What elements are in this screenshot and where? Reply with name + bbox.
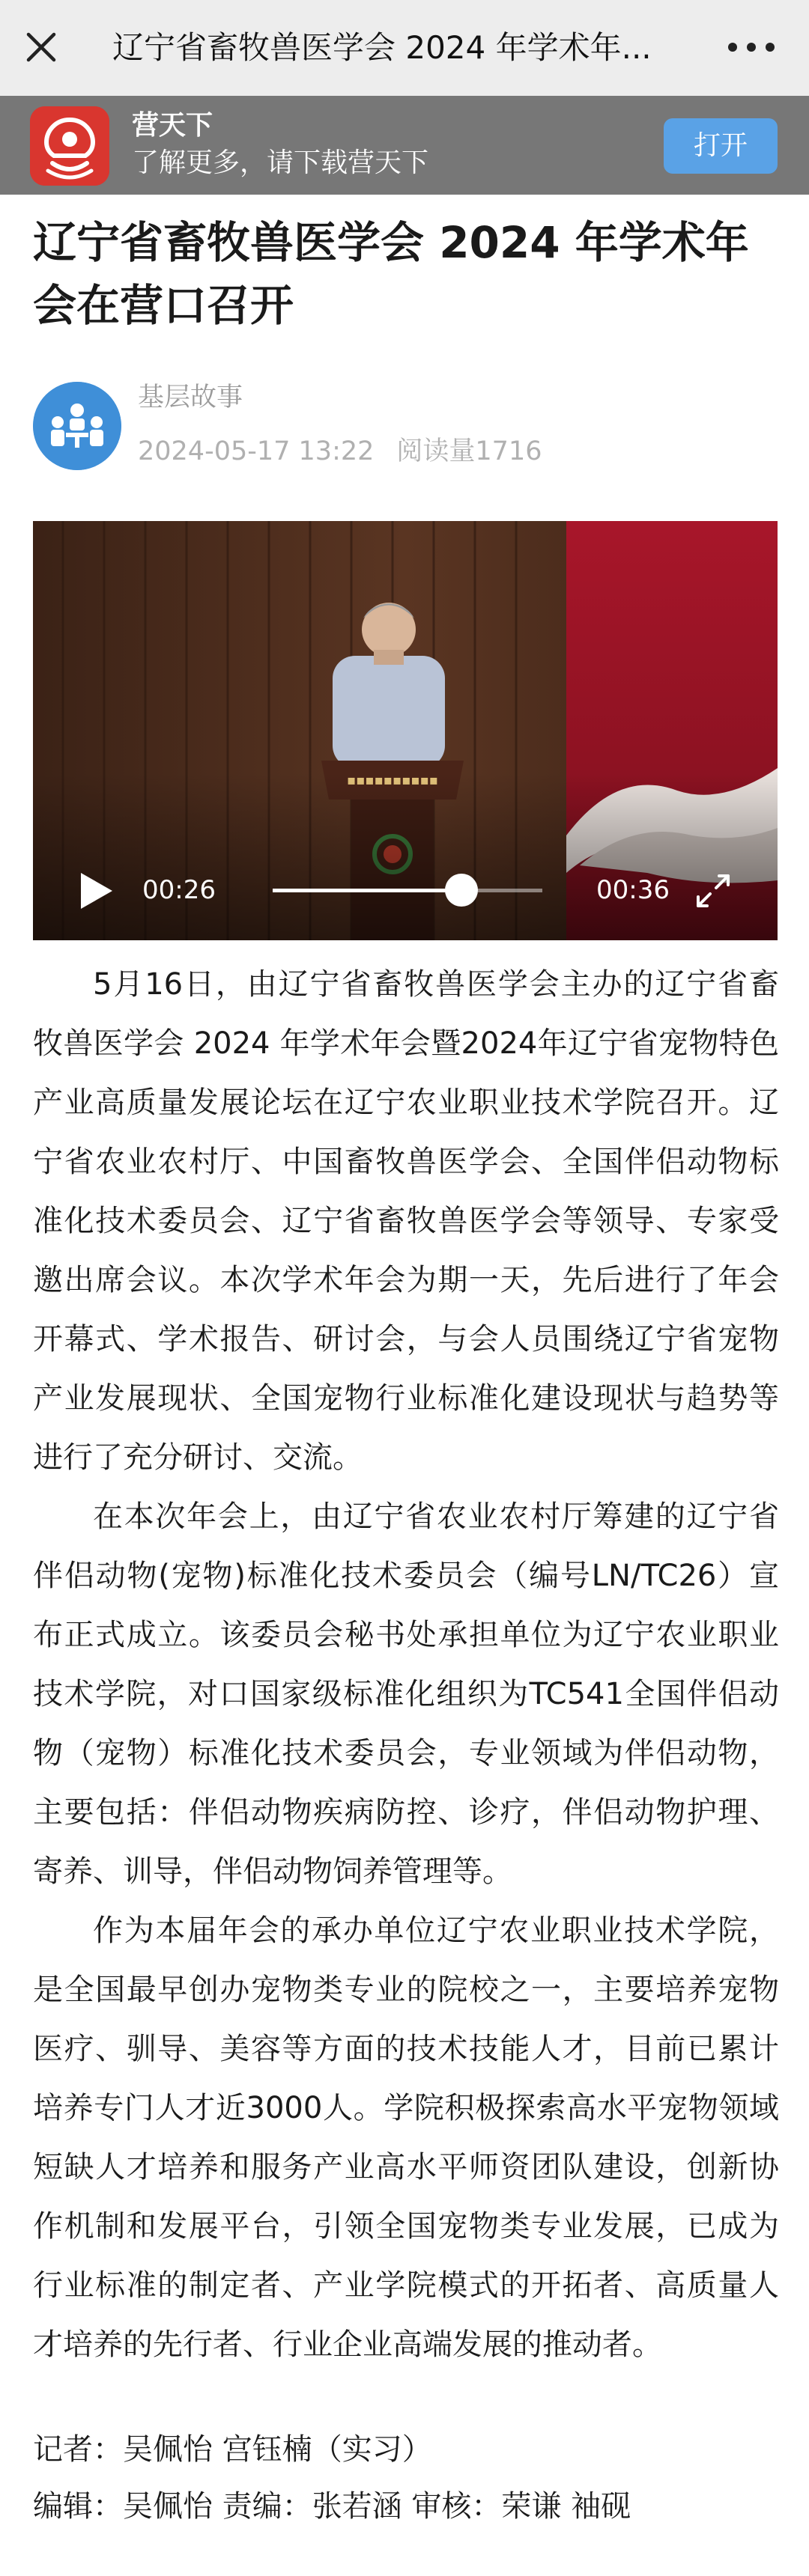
author-name[interactable]: 基层故事 <box>138 383 243 412</box>
video-progress-bar[interactable] <box>273 889 542 892</box>
author-avatar[interactable] <box>33 382 121 470</box>
current-time: 00:26 <box>142 875 216 905</box>
fullscreen-icon[interactable] <box>692 870 734 912</box>
app-description: 了解更多，请下载营天下 <box>132 147 429 178</box>
article-body <box>33 955 779 2375</box>
article-paragraph: 作为本届年会的承办单位辽宁农业职业技术学院，是全国最早创办宠物类专业的院校之一，主要培养宠物医疗、驯导、美容等方面的技术技能人才，目前已累计培养专门人才近3000人。学院积极探索高水平宠物领域短缺人才培养和服务产业高水平师资团队建设，创新协作机制和发展平台，引领全国宠物类专业发展，已成为行业标准的制定者、产业学院模式的开拓者、高质量人才培养的先行者、行业企业高端发展的推动者。 <box>33 1913 779 2362</box>
people-meeting-icon <box>33 382 121 470</box>
close-icon[interactable] <box>19 25 63 69</box>
article-paragraph: 在本次年会上，由辽宁省农业农村厅筹建的辽宁省伴侣动物(宠物)标准化技术委员会（编号LN/TC26）宣布正式成立。该委员会秘书处承担单位为辽宁农业职业技术学院，对口国家级标准化组织为TC541全国伴侣动物（宠物）标准化技术委员会，专业领域为伴侣动物，主要包括：伴侣动物疾病防控、诊疗，伴侣动物护理、寄养、训导，伴侣动物饲养管理等。 <box>33 1499 779 1889</box>
article-headline: 辽宁省畜牧兽医学会 2024 年学术年会在营口召开 <box>33 217 749 331</box>
more-dots-icon[interactable] <box>724 25 779 69</box>
read-count: 阅读量1716 <box>396 436 542 466</box>
page-title: 辽宁省畜牧兽医学会 2024 年学术年... <box>112 29 652 66</box>
article-meta <box>138 433 542 470</box>
video-progress-fill <box>273 889 461 892</box>
editor-line: 编辑：吴佩怡 责编：张若涵 审核：荣谦 袖砚 <box>33 2489 631 2524</box>
article-paragraph: 5月16日，由辽宁省畜牧兽医学会主办的辽宁省畜牧兽医学会 2024 年学术年会暨2024年辽宁省宠物特色产业高质量发展论坛在辽宁农业职业技术学院召开。辽宁省农业农村厅、中国畜牧兽医学会、全国伴侣动物标准化技术委员会、辽宁省畜牧兽医学会等领导、专家受邀出席会议。本次学术年会为期一天，先后进行了年会开幕式、学术报告、研讨会，与会人员围绕辽宁省宠物产业发展现状、全国宠物行业标准化建设现状与趋势等进行了充分研讨、交流。 <box>33 967 779 1475</box>
article-credits <box>33 2421 779 2535</box>
video-player[interactable] <box>33 521 778 940</box>
yingtianxia-logo-icon <box>30 106 109 186</box>
video-progress-knob[interactable] <box>445 874 478 907</box>
top-nav-bar <box>0 0 809 96</box>
app-name: 营天下 <box>132 110 213 141</box>
play-icon[interactable] <box>76 870 115 912</box>
total-time: 00:36 <box>596 875 670 905</box>
open-app-button[interactable]: 打开 <box>664 118 778 174</box>
reporter-line: 记者：吴佩怡 宫钰楠（实习） <box>33 2432 432 2467</box>
publish-date: 2024-05-17 13:22 <box>138 436 375 466</box>
app-download-banner <box>0 96 809 195</box>
